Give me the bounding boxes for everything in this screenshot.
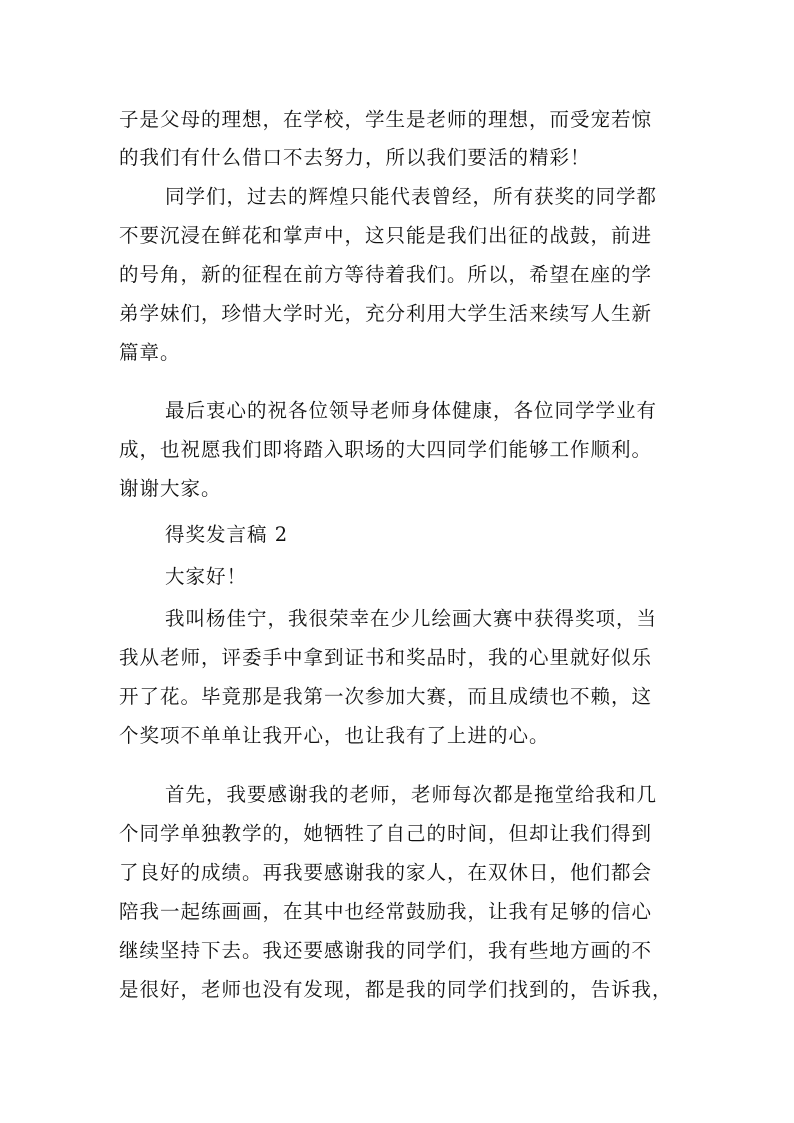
text-line: 我叫杨佳宁，我很荣幸在少儿绘画大赛中获得奖项，当 — [165, 607, 658, 630]
text-line: 首先，我要感谢我的老师，老师每次都是拖堂给我和几 — [165, 783, 658, 806]
section-heading: 得奖发言稿 2 — [165, 523, 289, 546]
text-line: 最后衷心的祝各位领导老师身体健康，各位同学学业有 — [165, 399, 658, 422]
text-line: 谢谢大家。 — [119, 477, 222, 500]
text-line: 的号角，新的征程在前方等待着我们。所以，希望在座的学 — [119, 263, 653, 286]
text-line: 个同学单独教学的，她牺牲了自己的时间，但却让我们得到 — [119, 822, 653, 845]
text-line: 同学们，过去的辉煌只能代表曾经，所有获奖的同学都 — [165, 185, 658, 208]
text-line: 了良好的成绩。再我要感谢我的家人，在双休日，他们都会 — [119, 861, 653, 884]
text-line: 篇章。 — [119, 341, 181, 364]
greeting-line: 大家好！ — [165, 565, 248, 588]
text-line: 弟学妹们，珍惜大学时光，充分利用大学生活来续写人生新 — [119, 302, 653, 325]
text-line: 成，也祝愿我们即将踏入职场的大四同学们能够工作顺利。 — [119, 438, 653, 461]
text-line: 个奖项不单单让我开心，也让我有了上进的心。 — [119, 724, 550, 747]
text-line: 陪我一起练画画，在其中也经常鼓励我，让我有足够的信心 — [119, 900, 653, 923]
text-line: 的我们有什么借口不去努力，所以我们要活的精彩！ — [119, 146, 591, 169]
text-line: 开了花。毕竟那是我第一次参加大赛，而且成绩也不赖，这 — [119, 685, 653, 708]
text-line: 我从老师，评委手中拿到证书和奖品时，我的心里就好似乐 — [119, 646, 653, 669]
text-line: 是很好，老师也没有发现，都是我的同学们找到的，告诉我， — [119, 978, 673, 1001]
text-line: 不要沉浸在鲜花和掌声中，这只能是我们出征的战鼓，前进 — [119, 224, 653, 247]
text-line: 子是父母的理想，在学校，学生是老师的理想，而受宠若惊 — [119, 108, 653, 131]
text-line: 继续坚持下去。我还要感谢我的同学们，我有些地方画的不 — [119, 939, 653, 962]
